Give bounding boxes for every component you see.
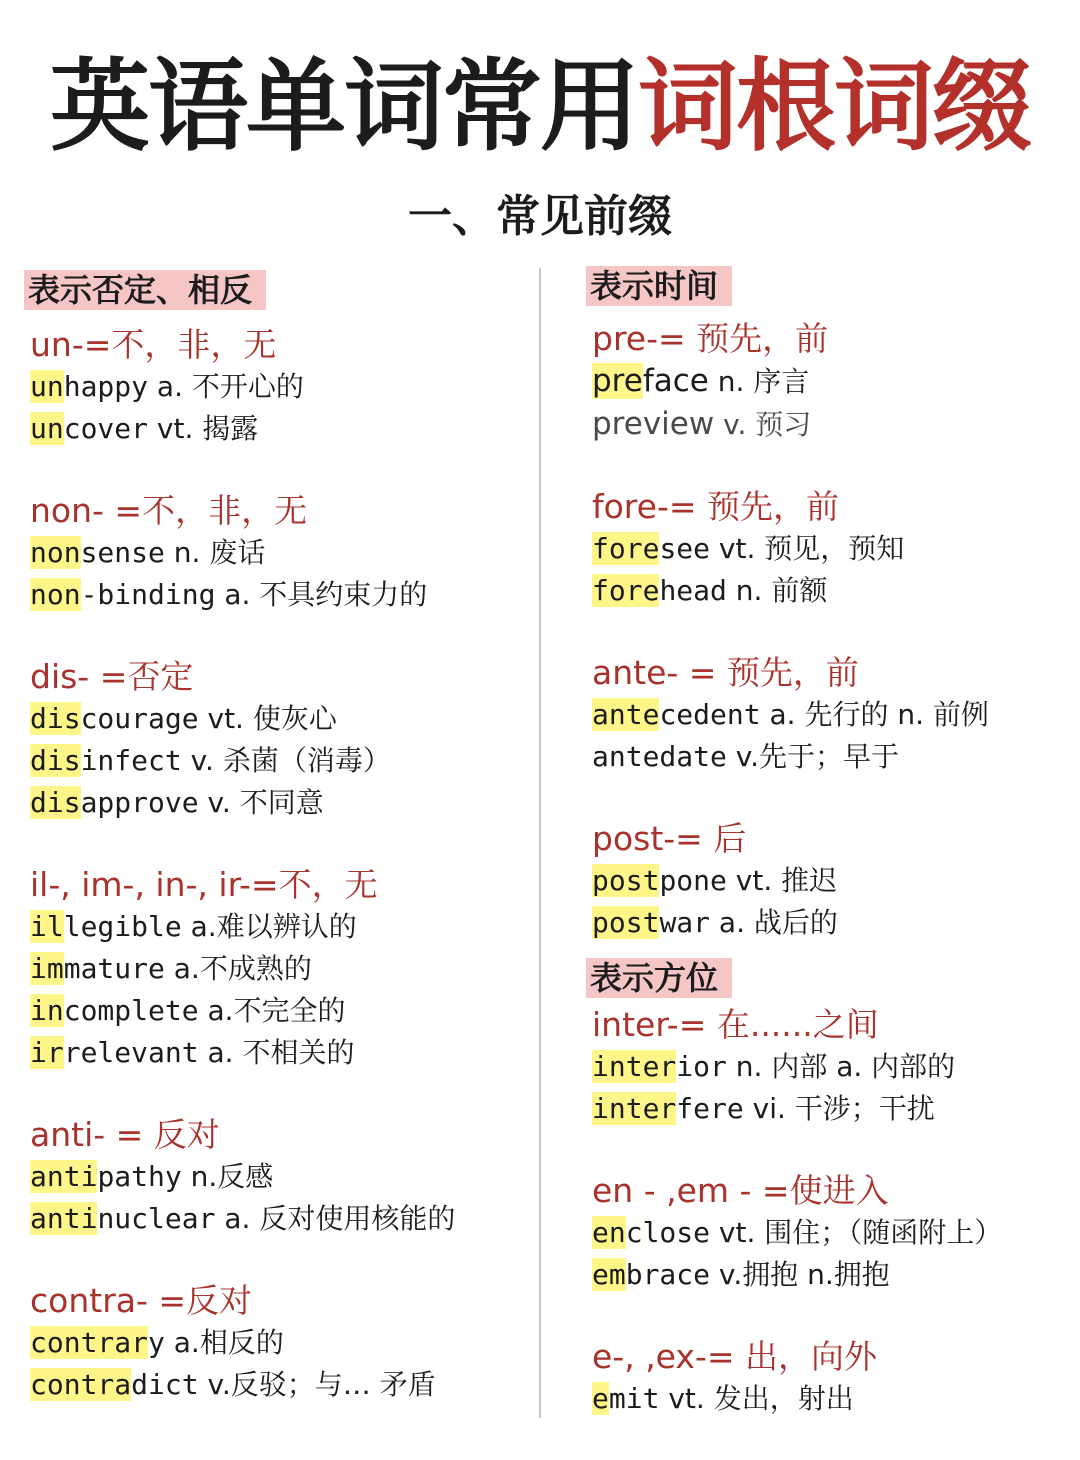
word-entry: emit vt. 发出，射出 (592, 1382, 854, 1415)
word-entry: antecedent a. 先行的 n. 前例 (592, 698, 989, 731)
prefix-highlight: en (592, 1216, 626, 1249)
prefix-highlight: post (592, 906, 660, 939)
left-column (30, 270, 530, 1446)
prefix-heading: pre-= 预先，前 (592, 319, 829, 358)
prefix-group-un (30, 324, 530, 450)
page-title (0, 48, 1080, 165)
prefix-highlight: il (30, 910, 64, 943)
prefix-highlight: fore (592, 532, 660, 565)
prefix-highlight: dis (30, 702, 81, 735)
prefix-highlight: post (592, 864, 660, 897)
word-entry: interior n. 内部 a. 内部的 (592, 1050, 956, 1083)
prefix-highlight: dis (30, 786, 81, 819)
prefix-highlight: fore (592, 574, 660, 607)
prefix-highlight: im (30, 952, 64, 985)
prefix-heading: inter-= 在......之间 (592, 1005, 879, 1044)
title-highlight: 词根词缀 (638, 48, 1030, 165)
prefix-highlight: in (30, 994, 64, 1027)
word-entry: postpone vt. 推迟 (592, 864, 838, 897)
word-entry: illegible a.难以辨认的 (30, 910, 357, 943)
prefix-group-fore (592, 486, 1078, 612)
word-entry: contradict v.反驳；与… 矛盾 (30, 1368, 436, 1401)
prefix-group-e-ex (592, 1336, 1078, 1420)
prefix-highlight: non (30, 578, 81, 611)
word-entry: incomplete a.不完全的 (30, 994, 346, 1027)
prefix-group-inter (592, 1004, 1078, 1130)
title-main: 英语单词常用 (50, 48, 638, 165)
word-entry: immature a.不成熟的 (30, 952, 312, 985)
category-label-direction: 表示方位 (586, 958, 732, 998)
prefix-highlight: ante (592, 698, 660, 731)
word-entry: discourage vt. 使灰心 (30, 702, 337, 735)
prefix-highlight: em (592, 1258, 626, 1291)
prefix-heading: non- =不，非，无 (30, 491, 308, 530)
prefix-highlight: anti (30, 1202, 98, 1235)
prefix-heading: anti- = 反对 (30, 1115, 220, 1154)
word-entry: unhappy a. 不开心的 (30, 370, 304, 403)
prefix-highlight: contra (30, 1368, 132, 1401)
prefix-heading: contra- =反对 (30, 1281, 253, 1320)
prefix-heading: e-, ,ex-= 出，向外 (592, 1337, 877, 1376)
column-divider (539, 268, 541, 1418)
prefix-group-anti (30, 1114, 530, 1240)
word-entry: antinuclear a. 反对使用核能的 (30, 1202, 456, 1235)
prefix-heading: il-, im-, in-, ir-=不，无 (30, 865, 378, 904)
word-entry: non-binding a. 不具约束力的 (30, 578, 428, 611)
prefix-highlight: contrar (30, 1326, 149, 1359)
right-column (592, 266, 1078, 1460)
prefix-highlight: non (30, 536, 81, 569)
category-label-time: 表示时间 (586, 266, 732, 306)
prefix-highlight: inter (592, 1092, 677, 1125)
word-entry: nonsense n. 废话 (30, 536, 266, 569)
category-label-negation: 表示否定、相反 (24, 270, 266, 310)
prefix-group-post (592, 818, 1078, 944)
prefix-heading: fore-= 预先，前 (592, 487, 840, 526)
section-subtitle: 一、常见前缀 (408, 191, 672, 242)
prefix-group-dis (30, 656, 530, 824)
prefix-heading: ante- = 预先，前 (592, 653, 859, 692)
prefix-group-ante (592, 652, 1078, 778)
word-entry: forehead n. 前额 (592, 574, 828, 607)
word-entry: disapprove v. 不同意 (30, 786, 324, 819)
prefix-highlight: anti (30, 1160, 98, 1193)
prefix-highlight: dis (30, 744, 81, 777)
prefix-highlight: ir (30, 1036, 64, 1069)
prefix-heading: en - ,em - =使进入 (592, 1171, 889, 1210)
prefix-group-contra (30, 1280, 530, 1406)
prefix-highlight: un (30, 370, 64, 403)
word-entry: embrace v.拥抱 n.拥抱 (592, 1258, 890, 1291)
word-entry: enclose vt. 围住；（随函附上） (592, 1216, 1003, 1249)
word-entry: antipathy n.反感 (30, 1160, 274, 1193)
word-entry: antedate v.先于；早于 (592, 740, 900, 773)
prefix-highlight: un (30, 412, 64, 445)
prefix-group-en-em (592, 1170, 1078, 1296)
word-entry: preface n. 序言 (592, 363, 810, 399)
prefix-group-il-im-in-ir (30, 864, 530, 1074)
word-entry: contrary a.相反的 (30, 1326, 284, 1359)
prefix-heading: dis- =否定 (30, 657, 194, 696)
word-entry: disinfect v. 杀菌（消毒） (30, 744, 391, 777)
word-entry: uncover vt. 揭露 (30, 412, 259, 445)
prefix-group-pre (592, 318, 1078, 446)
prefix-heading: un-=不，非，无 (30, 325, 277, 364)
word-entry: foresee vt. 预见，预知 (592, 532, 905, 565)
word-entry: interfere vi. 干涉；干扰 (592, 1092, 935, 1125)
prefix-highlight: e (592, 1382, 609, 1415)
prefix-group-non (30, 490, 530, 616)
prefix-highlight: pre (592, 363, 643, 399)
word-entry: postwar a. 战后的 (592, 906, 838, 939)
word-entry: preview v. 预习 (592, 406, 812, 442)
prefix-heading: post-= 后 (592, 819, 747, 858)
prefix-highlight: inter (592, 1050, 677, 1083)
word-entry: irrelevant a. 不相关的 (30, 1036, 355, 1069)
